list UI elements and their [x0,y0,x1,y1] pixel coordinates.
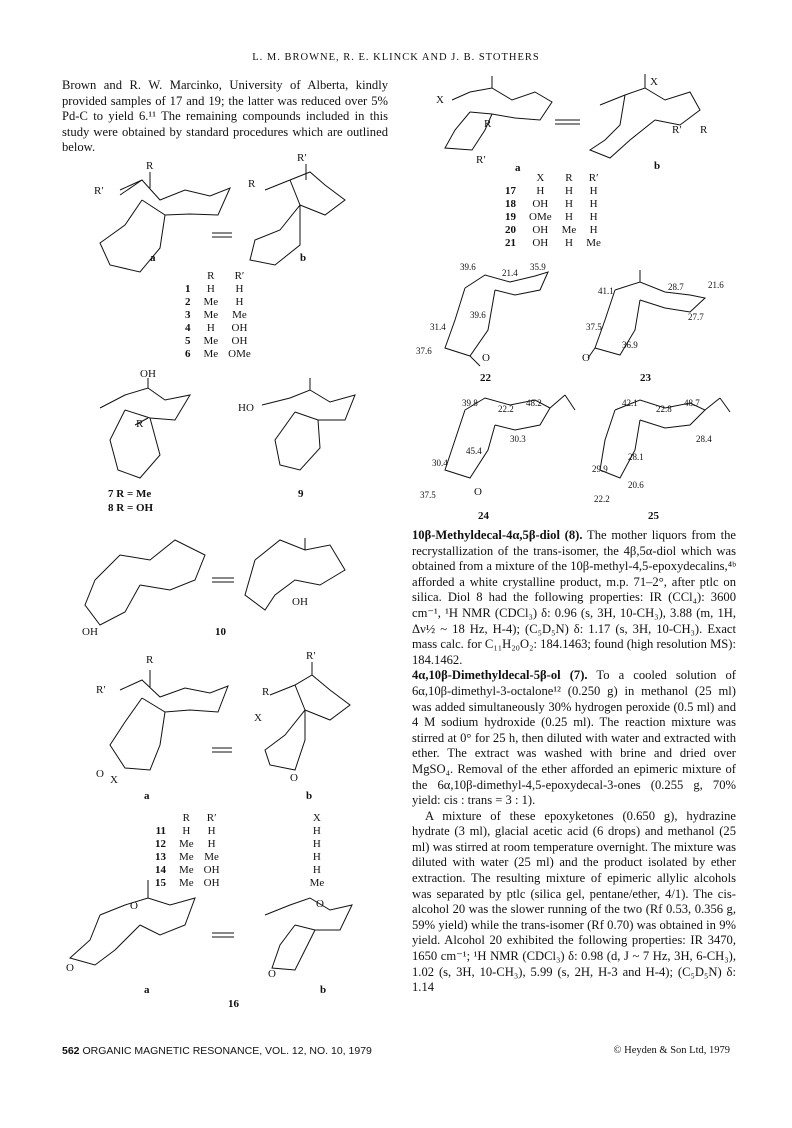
body-diol-8: The mother liquors from the recrystallization of the trans-isomer, the 4β,5α-diol which was obtained from a mixture of the 10β-methyl-4,5-epoxydecalins,⁴ᵇ afforded a white crystalline product, m.p. 71–2°, after ptlc on silica. Diol 8 had the following properties: IR (CCl₄): 3600 cm⁻¹, ¹H NMR (CDCl₃) δ: 0.96 (s, 3H, 10-CH₃), 3.88 (m, 1H, Δν½ ~ 18 Hz, H-4); (C₅D₅N) δ: 1.17 (s, 3H, 10-CH₃). Exact mass calc. for C₁₁H₂₀O₂: 184.1463; found (high resolution MS): 184.1462. [412,528,736,667]
shift-25-8: 22.2 [594,494,610,504]
shift-22-1: 39.6 [460,262,476,272]
label-a-2: a [144,790,150,802]
structure-22 [445,272,548,366]
shift-25-1: 42.1 [622,398,638,408]
shift-22-5: 31.4 [430,322,446,332]
scheme2-structure-a [110,670,228,770]
label-R-7: R [136,418,144,430]
shift-24-2: 22.2 [498,404,514,414]
label-R-2b: R [262,686,270,698]
label-O2-16a: O [66,962,74,974]
caption-7: 7 R = Me [108,488,152,500]
structure-9 [262,378,355,470]
table-row: 11 H H H [155,825,321,837]
shift-25-2: 22.8 [656,404,672,414]
page-number: 562 [62,1045,80,1057]
table-row: 3 Me Me [185,309,247,321]
label-Rp-3a: R′ [476,154,486,166]
caption-16: 16 [228,998,239,1010]
label-X-2a: X [110,774,118,786]
label-Rp-3b: R′ [672,124,682,136]
intro-text: Brown and R. W. Marcinko, University of Alberta, kindly provided samples of 17 and 19; the latter was reduced over 5% Pd-C to yield 6.¹¹ The remaining compounds included in this study were obtained by standard procedures which are outlined below. [62,78,388,155]
caption-22: 22 [480,372,491,384]
table-row: 17 H H H [505,185,598,197]
table-row: 13 Me Me H [155,851,321,863]
paragraph-ol-7 [412,668,736,808]
caption-10: 10 [215,626,226,638]
table-row: 19 OMe H H [505,211,598,223]
table-row: 1 H H [185,283,244,295]
structure-7-8 [100,378,190,478]
label-OH-10a: OH [82,626,98,638]
shift-22-6: 37.6 [416,346,432,356]
label-b-3: b [654,160,661,172]
table-row: 4 H OH [185,322,248,334]
table1-header: R R′ [207,270,245,282]
caption-24: 24 [478,510,489,522]
label-O-24: O [474,486,482,498]
right-experimental-text [412,528,736,996]
label-X-3a: X [436,94,444,106]
label-OH-10b: OH [292,596,308,608]
journal-name: ORGANIC MAGNETIC RESONANCE, VOL. 12, NO. 10, 1979 [82,1045,372,1057]
shift-25-3: 48.7 [684,398,700,408]
label-OH-7: OH [140,368,156,380]
table-row: 21 OH H Me [505,237,601,249]
scheme1-structure-b [250,164,345,265]
shift-23-1: 41.1 [598,286,614,296]
table-compounds-11-15 [150,812,329,890]
scheme3-structure-b [590,74,700,158]
label-R-3a: R [484,118,492,130]
shift-24-7: 37.5 [420,490,436,500]
caption-8: 8 R = OH [108,502,154,514]
heading-ol-7: 4α,10β-Dimethyldecal-5β-ol (7). [412,668,588,683]
table3-header: X R R′ [536,172,599,184]
caption-23: 23 [640,372,651,384]
shift-23-5: 37.5 [586,322,602,332]
scheme3-structure-a [445,76,552,150]
paragraph-epoxyketones: A mixture of these epoxyketones (0.650 g), hydrazine hydrate (3 ml), glacial acetic acid (6 drops) and methanol (25 ml) was stirred at room temperature overnight. The mixture was diluted with water (25 ml) and the product isolated by ether extraction. The resulting mixture of epimeric allylic alcohols was separated by ptlc (silica gel, pentane/ether, 4/1). The cis-alcohol 20 was the slower running of the two (Rf 0.53, 0.356 g, 59% yield) while the trans-isomer (Rf 0.70) was obtained in 9% yield. Alcohol 20 exhibited the following properties: IR 3470, 1650 cm⁻¹; ¹H NMR (CDCl₃) δ: 0.98 (d, J ~ 7 Hz, 3H, 6-CH₃), 1.02 (s, 3H, 10-CH₃), 5.99 (s, 2H, H-3 and H-4); (C₅D₅N) δ: 1.14 [412,808,736,995]
structure-16 [70,880,352,970]
body-ol-7: To a cooled solution of 6α,10β-dimethyl-3-octalone¹² (0.250 g) in methanol (25 ml) was added simultaneously 30% hydrogen peroxide (0.5 ml) and 4 M sodium hydroxide (0.25 ml). The reaction mixture was stirred at 0° for 25 h, then diluted with water and extracted with ether. The extract was washed with brine and dried over MgSO₄. Removal of the ether afforded an epimeric mixture of the 6α,10β-dimethyl-4,5-epoxydecal-3-ones (0.255 g, 70% yield: cis : trans = 3 : 1). [412,668,737,808]
label-O-2a: O [96,768,104,780]
caption-25: 25 [648,510,659,522]
label-X-2b: X [254,712,262,724]
label-a-16: a [144,984,150,996]
caption-9: 9 [298,488,304,500]
shift-25-4: 28.4 [696,434,712,444]
footer-journal [62,1045,372,1057]
label-R-1b: R [248,178,256,190]
label-a-3: a [515,162,521,174]
shift-24-6: 30.4 [432,458,448,468]
shift-22-2: 21.4 [502,268,518,278]
label-b-1: b [300,252,307,264]
shift-24-4: 30.3 [510,434,526,444]
table2-header: R R′ X [182,812,321,824]
table-compounds-17-21 [500,172,606,250]
label-Rp-2a: R′ [96,684,106,696]
paragraph-diol-8 [412,528,736,668]
scheme1-structure-a [100,172,230,272]
shift-23-2: 28.7 [668,282,684,292]
label-O-22: O [482,352,490,364]
heading-diol-8: 10β-Methyldecal-4α,5β-diol (8). [412,528,583,542]
structure-10 [85,538,345,625]
label-O-16a: O [130,900,138,912]
label-R-3b: R [700,124,708,136]
table-compounds-1-6 [180,270,256,361]
scheme2-structure-b [265,662,350,770]
label-O-2b: O [290,772,298,784]
label-Rp-1b: R′ [297,152,307,164]
label-R-2a: R [146,654,154,666]
label-b-2: b [306,790,313,802]
shift-24-1: 39.8 [462,398,478,408]
label-b-16: b [320,984,327,996]
shift-24-3: 48.2 [526,398,542,408]
table-row: 20 OH Me H [505,224,598,236]
table-row: 6 Me OMe [185,348,251,360]
shift-25-6: 20.6 [628,480,644,490]
label-HO-9: HO [238,402,254,414]
shift-24-5: 45.4 [466,446,482,456]
shift-23-4: 27.7 [688,312,704,322]
label-O2-16b: O [268,968,276,980]
label-a-1: a [150,252,156,264]
shift-22-3: 35.9 [530,262,546,272]
table-row: 15 Me OH Me [155,877,325,889]
label-Rp-1a: R′ [94,185,104,197]
table-row: 12 Me H H [155,838,321,850]
shift-23-3: 21.6 [708,280,724,290]
table-row: 14 Me OH H [155,864,321,876]
label-Rp-2b: R′ [306,650,316,662]
table-row: 5 Me OH [185,335,248,347]
shift-23-6: 36.9 [622,340,638,350]
label-O-23: O [582,352,590,364]
running-header: L. M. BROWNE, R. E. KLINCK AND J. B. STOTHERS [252,52,540,63]
shift-25-7: 29.9 [592,464,608,474]
footer-copyright: © Heyden & Son Ltd, 1979 [613,1045,730,1056]
table-row: 18 OH H H [505,198,598,210]
table-row: 2 Me H [185,296,244,308]
label-X-3b: X [650,76,658,88]
shift-25-5: 28.1 [628,452,644,462]
label-R-1a: R [146,160,154,172]
shift-22-4: 39.6 [470,310,486,320]
label-O-16b: O [316,898,324,910]
